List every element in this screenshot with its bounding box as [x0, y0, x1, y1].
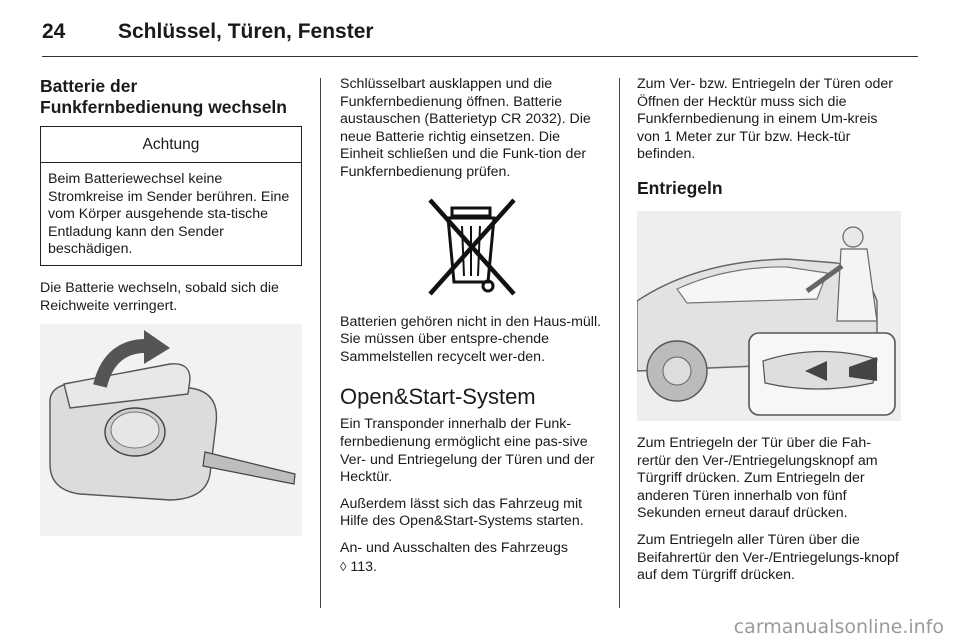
- open-start-paragraph-2: Außerdem lässt sich das Fahrzeug mit Hilfe des Open&Start-Systems starten.: [340, 495, 584, 530]
- open-start-text: An- und Ausschalten des Fahrzeugs: [340, 539, 568, 556]
- key-battery-figure: [40, 324, 302, 536]
- range-paragraph: Zum Ver- bzw. Entriegeln der Türen oder Öffnen der Hecktür muss sich die Funkfernbedienung in einem Um-kreis von 1 Meter zur Tür bzw. Heck-tür befinden.: [637, 76, 894, 163]
- key-fob-illustration: [40, 324, 302, 536]
- section-heading-open-start: Open&Start-System: [340, 384, 536, 410]
- battery-replace-paragraph: Schlüsselbart ausklappen und die Funkfernbedienung öffnen. Batterie austauschen (Batterietyp CR 2032). Die neue Batterie richtig einsetzen. Die Einheit schließen und die Funk-tion der Funkfernbedienung prüfen.: [340, 76, 591, 180]
- notice-box: [40, 126, 302, 266]
- open-start-paragraph-1: Ein Transponder innerhalb der Funk-fernbedienung ermöglicht eine pas-sive Ver- und Entriegelung der Türen und der Hecktür.: [340, 416, 595, 486]
- page-header: [42, 16, 918, 50]
- car-unlock-figure: [637, 211, 901, 421]
- notice-title: Achtung: [41, 127, 301, 163]
- notice-body: Beim Batteriewechsel keine Stromkreise im Sender berühren. Eine vom Körper ausgehende sta-tische Entladung kann den Sender beschädigen.: [48, 171, 290, 258]
- battery-paragraph: Die Batterie wechseln, sobald sich die Reichweite verringert.: [40, 279, 279, 314]
- chapter-title: Schlüssel, Türen, Fenster: [118, 20, 374, 43]
- recycle-figure: [340, 196, 602, 300]
- page-reference-link[interactable]: 113.: [350, 558, 377, 575]
- column-3: [637, 76, 901, 594]
- crossed-bin-icon: [340, 196, 602, 300]
- open-start-paragraph-3: [340, 540, 602, 576]
- header-rule: [42, 56, 918, 57]
- column-divider-2: [619, 78, 620, 608]
- section-heading-unlock: Entriegeln: [637, 177, 723, 198]
- unlock-passenger-paragraph: Zum Entriegeln aller Türen über die Beifahrertür den Ver-/Entriegelungs-knopf auf dem Türgriff drücken.: [637, 531, 899, 584]
- page-number: 24: [42, 20, 66, 43]
- page-reference-arrow-icon: ◊: [340, 558, 347, 574]
- section-heading-battery: Batterie der Funkfernbedienung wechseln: [40, 76, 287, 117]
- battery-disposal-paragraph: Batterien gehören nicht in den Haus-müll. Sie müssen über entspre-chende Sammelstellen recycelt wer-den.: [340, 313, 602, 365]
- column-1: [40, 76, 302, 536]
- column-2: [340, 76, 602, 585]
- column-divider-1: [320, 78, 321, 608]
- car-door-illustration: [637, 211, 901, 421]
- watermark: carmanualsonline.info: [733, 616, 944, 638]
- unlock-driver-paragraph: Zum Entriegeln der Tür über die Fah-rertür den Ver-/Entriegelungsknopf am Türgriff drücken. Zum Entriegeln der anderen Türen innerhalb von fünf Sekunden erneut darauf drücken.: [637, 434, 878, 522]
